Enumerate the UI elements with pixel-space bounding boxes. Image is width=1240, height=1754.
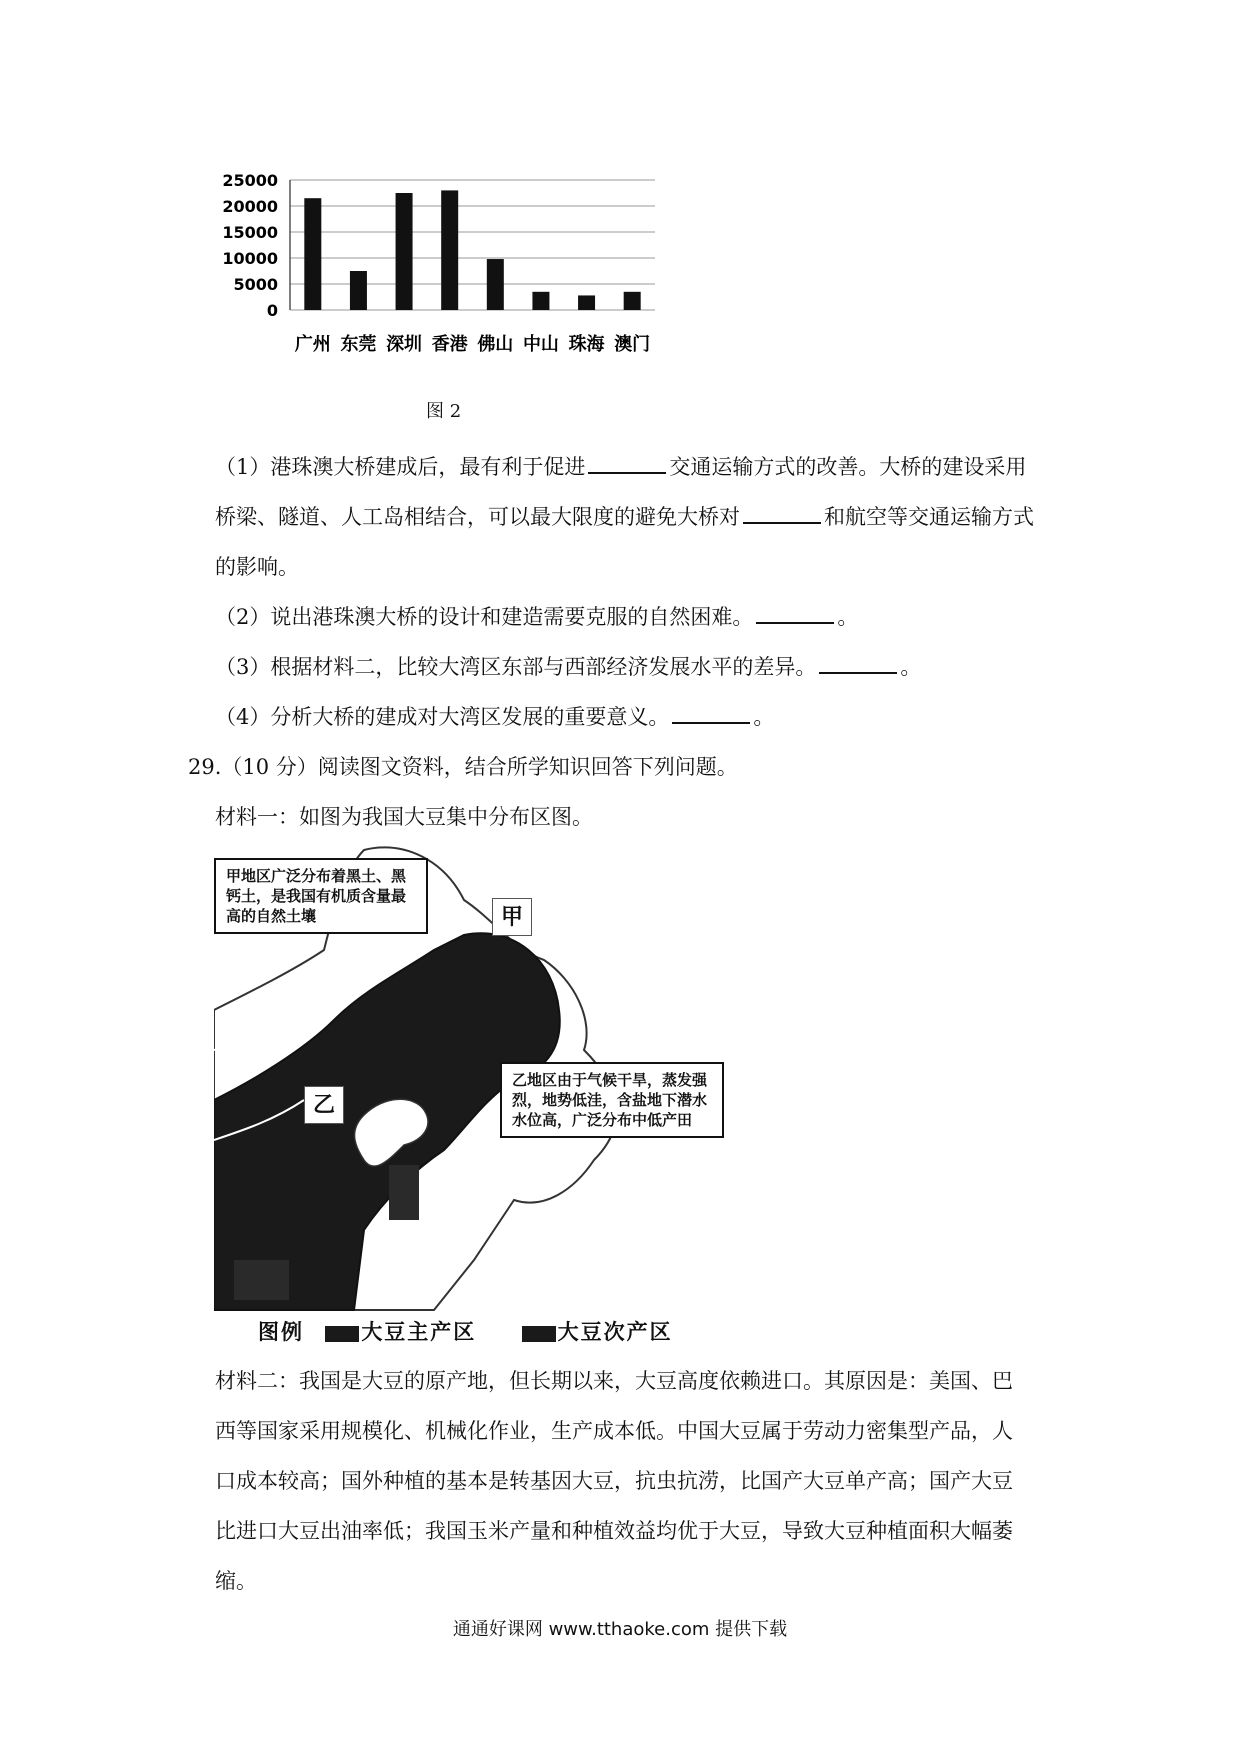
callout-yi: 乙地区由于气候干旱，蒸发强烈，地势低洼，含盐地下潜水水位高，广泛分布中低产田 xyxy=(500,1062,724,1138)
map-legend xyxy=(258,1316,673,1346)
x-category-label: 东莞 xyxy=(340,334,377,355)
y-tick-label: 25000 xyxy=(222,171,278,190)
material-2-line-4: 比进口大豆出油率低；我国玉米产量和种植效益均优于大豆，导致大豆种植面积大幅萎 xyxy=(215,1519,1013,1543)
y-tick-label: 10000 xyxy=(222,249,278,268)
y-tick-label: 0 xyxy=(266,301,278,320)
bar xyxy=(304,198,321,310)
y-tick-label: 15000 xyxy=(222,223,278,242)
period: 。 xyxy=(900,655,922,679)
question-1-line-3 xyxy=(215,552,299,582)
bar xyxy=(396,193,413,310)
period: 。 xyxy=(837,605,859,629)
x-category-label: 澳门 xyxy=(614,334,651,355)
answer-blank[interactable] xyxy=(588,452,666,474)
chart-svg xyxy=(215,165,685,425)
question-1-text-c: 桥梁、隧道、人工岛相结合，可以最大限度的避免大桥对 xyxy=(215,505,740,529)
bar xyxy=(624,292,641,310)
material-2-line-1: 材料二：我国是大豆的原产地，但长期以来，大豆高度依赖进口。其原因是：美国、巴 xyxy=(215,1369,1013,1393)
bar xyxy=(578,295,595,310)
marker-yi: 乙 xyxy=(304,1086,344,1124)
period: 。 xyxy=(753,705,775,729)
marker-jia: 甲 xyxy=(492,898,532,936)
material-2-line-5: 缩。 xyxy=(215,1569,257,1593)
answer-blank[interactable] xyxy=(672,702,750,724)
answer-blank[interactable] xyxy=(743,502,821,524)
page-footer: 通通好课网 www.tthaoke.com 提供下载 xyxy=(452,1619,788,1640)
answer-blank[interactable] xyxy=(819,652,897,674)
bar xyxy=(350,271,367,310)
question-1-text-b: 交通运输方式的改善。大桥的建设采用 xyxy=(669,455,1027,479)
question-1-text-e: 的影响。 xyxy=(215,555,299,579)
x-category-label: 深圳 xyxy=(386,334,423,355)
question-1-line-1 xyxy=(215,452,1026,482)
question-2 xyxy=(215,602,858,632)
soybean-secondary-patch xyxy=(389,1165,419,1220)
legend-title: 图例 xyxy=(258,1319,304,1344)
question-3 xyxy=(215,652,921,682)
bar xyxy=(532,292,549,310)
y-tick-label: 20000 xyxy=(222,197,278,216)
y-tick-label: 5000 xyxy=(233,275,278,294)
x-category-label: 珠海 xyxy=(568,334,605,355)
question-3-text: （3）根据材料二，比较大湾区东部与西部经济发展水平的差异。 xyxy=(215,655,817,679)
question-2-text: （2）说出港珠澳大桥的设计和建造需要克服的自然困难。 xyxy=(215,605,754,629)
material-2-line-3: 口成本较高；国外种植的基本是转基因大豆，抗虫抗涝，比国产大豆单产高；国产大豆 xyxy=(215,1469,1013,1493)
legend-sub-label: 大豆次产区 xyxy=(557,1319,673,1344)
question-1-line-2 xyxy=(215,502,1034,532)
answer-blank[interactable] xyxy=(756,602,834,624)
question-1-text-a: （1）港珠澳大桥建成后，最有利于促进 xyxy=(215,455,586,479)
bar xyxy=(487,259,504,310)
callout-jia: 甲地区广泛分布着黑土、黑钙土，是我国有机质含量最高的自然土壤 xyxy=(214,858,428,934)
x-category-label: 香港 xyxy=(431,334,468,355)
legend-main-swatch xyxy=(325,1326,359,1342)
legend-main-label: 大豆主产区 xyxy=(361,1319,477,1344)
soybean-distribution-map xyxy=(214,840,734,1350)
question-4-text: （4）分析大桥的建成对大湾区发展的重要意义。 xyxy=(215,705,670,729)
question-29-header: 29.（10 分）阅读图文资料，结合所学知识回答下列问题。 xyxy=(188,755,738,779)
x-category-label: 广州 xyxy=(294,334,331,355)
bar xyxy=(441,190,458,310)
material-2-line-2: 西等国家采用规模化、机械化作业，生产成本低。中国大豆属于劳动力密集型产品，人 xyxy=(215,1419,1013,1443)
bar-chart xyxy=(215,165,685,425)
material-1-intro: 材料一：如图为我国大豆集中分布区图。 xyxy=(215,805,593,829)
soybean-secondary-patch xyxy=(234,1260,289,1300)
question-4 xyxy=(215,702,774,732)
question-1-text-d: 和航空等交通运输方式 xyxy=(824,505,1034,529)
x-category-label: 佛山 xyxy=(477,334,514,355)
chart-caption: 图 2 xyxy=(426,401,462,422)
x-category-label: 中山 xyxy=(522,334,559,355)
legend-sub-swatch xyxy=(522,1326,556,1342)
